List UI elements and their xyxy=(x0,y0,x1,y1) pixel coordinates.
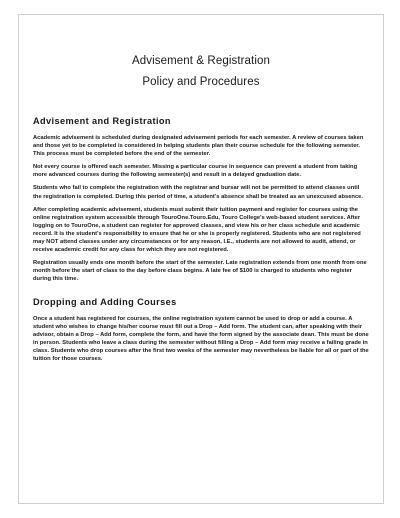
document-page xyxy=(18,14,384,504)
section-advisement-registration xyxy=(33,116,369,284)
section-heading: Advisement and Registration xyxy=(33,116,171,126)
section-heading: Dropping and Adding Courses xyxy=(33,296,177,307)
section-dropping-adding xyxy=(33,297,369,364)
paragraph: Students who fail to complete the registration with the registrar and bursar will not be permitted to attend classes until the registration is completed. During this period of time, a student's absence shall be treated as an unexcused absence. xyxy=(33,185,364,200)
paragraph: Not every course is offered each semester. Missing a particular course in sequence can prevent a student from taking more advanced courses during the following semester(s) and result in a delayed graduation date. xyxy=(33,164,358,179)
title-block xyxy=(33,51,369,93)
paragraph: Registration usually ends one month before the start of the semester. Late registration extends from one month from one month before the start of class to the day before class begins. A late fee of $100 is charged to students who register during this time. xyxy=(33,260,367,283)
paragraph: After completing academic advisement, students must submit their tuition payment and register for courses using the online registration system accessible through TouroOne.Touro.Edu, Touro College's web-based student services. After logging on to TouroOne, a student can register for approved classes, and view his or her class schedule and academic record. It is the student's responsibility to ensure that he or she is properly registered. Students who are not registered may NOT attend classes under any circumstances or for any reason, I.E., students are not allowed to audit, attend, or receive academic credit for any class for which they are not registered. xyxy=(33,206,361,254)
document-title-line-2: Policy and Procedures xyxy=(142,76,260,88)
paragraph: Once a student has registered for courses, the online registration system cannot be used to drop or add a course. A student who wishes to change his/her course must fill out a Drop – Add form. The student can, after speaking with their advisor, obtain a Drop – Add form, complete the form, and have the form signed by the associate dean. This must be done in person. Students who leave a class during the semester without filling a Drop – Add form may receive a failing grade in class. Students who drop courses after the first two weeks of the semester may nevertheless be liable for all or part of the tuition for those courses. xyxy=(33,315,369,362)
paragraph: Academic advisement is scheduled during designated advisement periods for each semester. A review of courses taken and those yet to be completed is considered in helping students plan their course schedule for the following semester. This process must be completed before the end of the semester. xyxy=(33,135,364,158)
document-content xyxy=(33,51,369,368)
document-title-line-1: Advisement & Registration xyxy=(131,55,270,67)
